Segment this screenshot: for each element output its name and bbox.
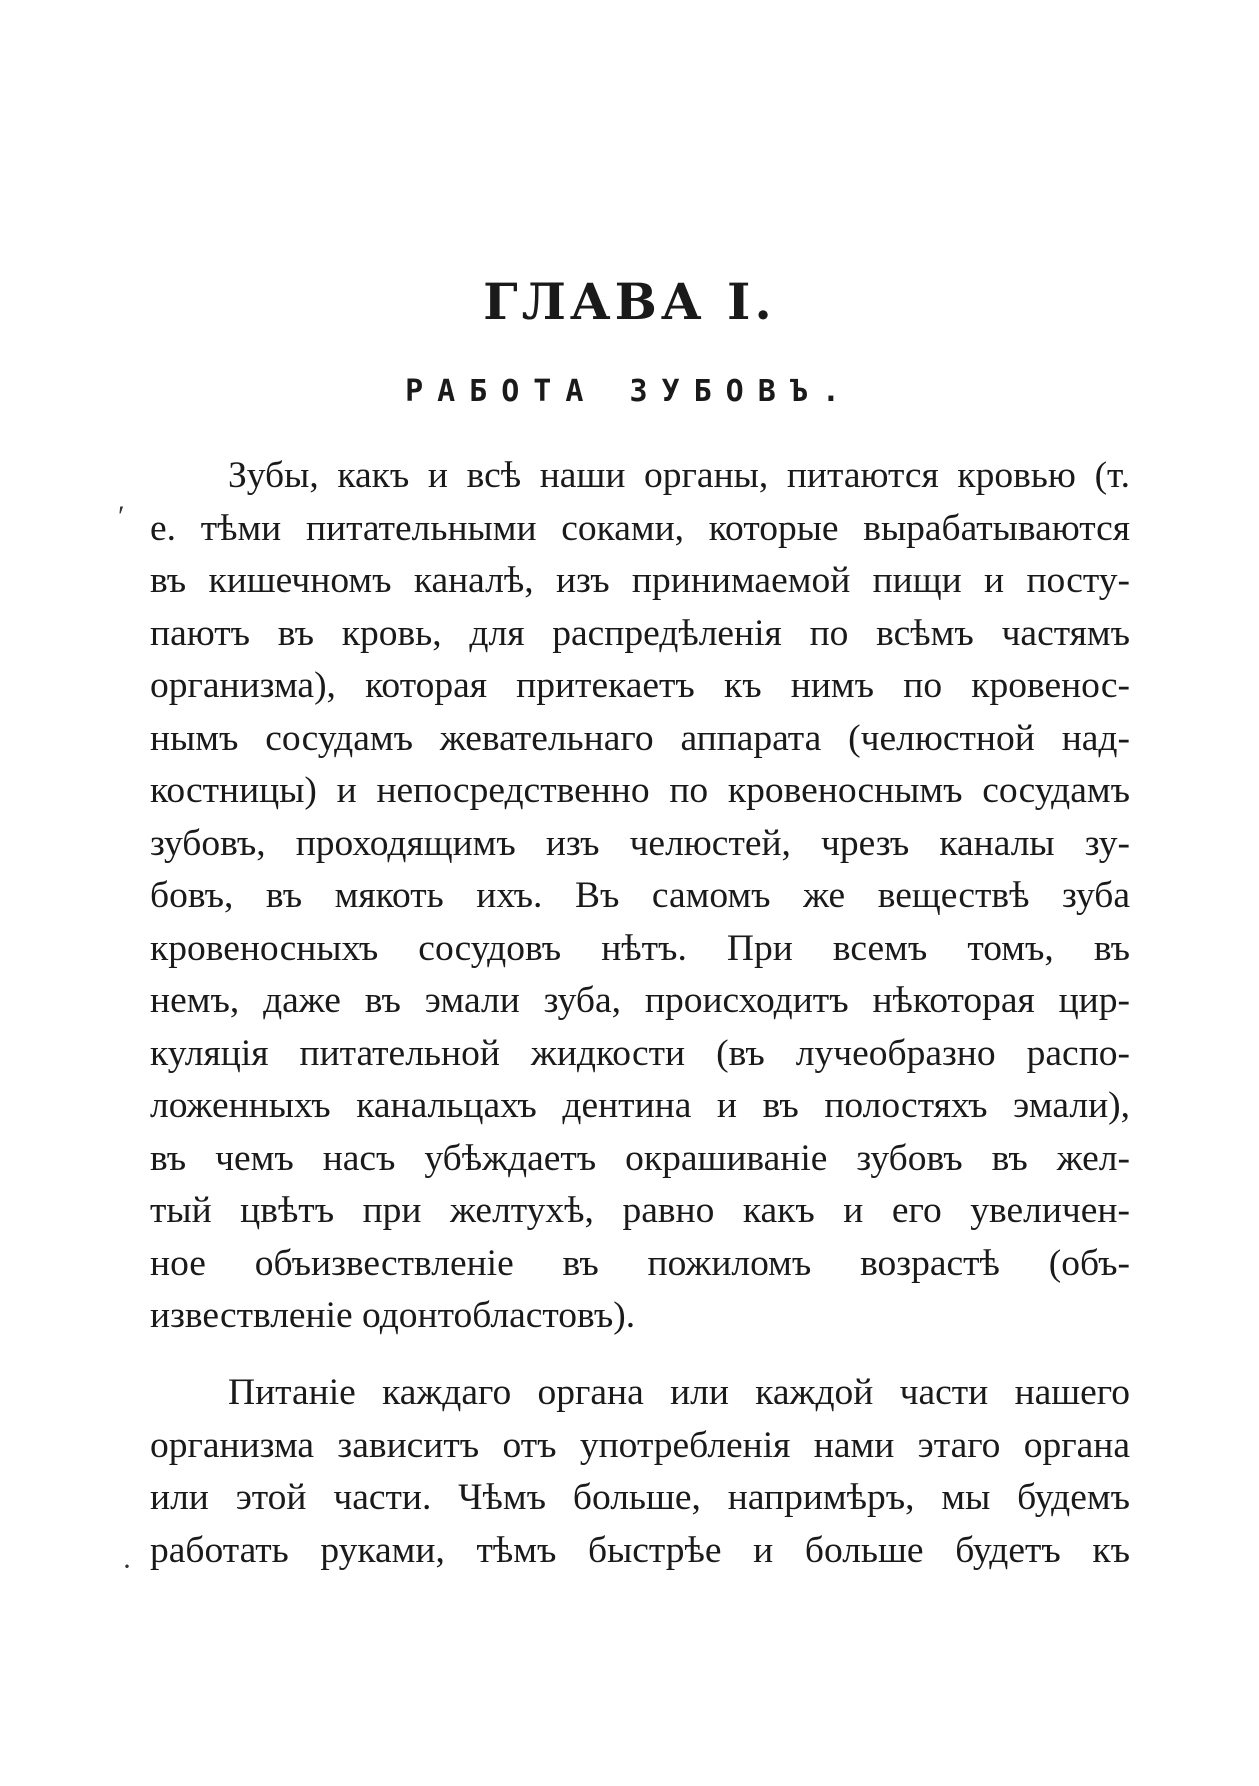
text-line: Зубы, какъ и всѣ наши органы, питаются кровью (т. — [228, 455, 1130, 496]
text-line: е. тѣми питательными соками, которые вырабатываются — [150, 507, 1130, 549]
chapter-subtitle: РАБОТА ЗУБОВЪ. — [405, 374, 854, 409]
text-line: тый цвѣтъ при желтухѣ, равно какъ и его увеличен- — [150, 1190, 1130, 1231]
text-line: Питаніе каждаго органа или каждой части нашего — [228, 1372, 1130, 1413]
text-line: бовъ, въ мякоть ихъ. Въ самомъ же веществѣ зуба — [150, 875, 1130, 916]
text-line: организма), которая притекаетъ къ нимъ по кровенос- — [150, 665, 1130, 706]
text-line: организма зависитъ отъ употребленія нами этаго органа — [150, 1424, 1130, 1466]
text-line: куляція питательной жидкости (въ лучеобразно распо- — [150, 1032, 1130, 1074]
margin-dot-mark: · — [122, 1550, 132, 1583]
text-line: паютъ въ кровь, для распредѣленія по всѣмъ частямъ — [150, 612, 1130, 654]
text-line: ложенныхъ канальцахъ дентина и въ полостяхъ эмали), — [150, 1085, 1130, 1126]
text-line: немъ, даже въ эмали зуба, происходитъ нѣкоторая цир- — [150, 980, 1130, 1021]
text-line: или этой части. Чѣмъ больше, напримѣръ, мы будемъ — [150, 1477, 1130, 1518]
margin-tick-mark: ʹ — [118, 500, 125, 533]
text-line: въ чемъ насъ убѣждаетъ окрашиваніе зубовъ въ жел- — [150, 1137, 1130, 1179]
text-line: кровеносныхъ сосудовъ нѣтъ. При всемъ томъ, въ — [150, 927, 1130, 969]
text-line: ное объизвествленіе въ пожиломъ возрастѣ (объ- — [150, 1242, 1130, 1284]
text-line: работать руками, тѣмъ быстрѣе и больше будетъ къ — [150, 1529, 1130, 1571]
chapter-title: ГЛАВА I. — [483, 272, 776, 331]
text-line: извествленіе одонтобластовъ). — [150, 1295, 636, 1336]
text-line: зубовъ, проходящимъ изъ челюстей, чрезъ каналы зу- — [150, 822, 1130, 864]
paragraph-1 — [150, 450, 1130, 1343]
paragraph-2 — [150, 1367, 1130, 1577]
text-line: костницы) и непосредственно по кровеноснымъ сосудамъ — [150, 770, 1130, 811]
text-line: въ кишечномъ каналѣ, изъ принимаемой пищи и посту- — [150, 560, 1130, 601]
text-line: нымъ сосудамъ жевательнаго аппарата (челюстной над- — [150, 717, 1130, 759]
